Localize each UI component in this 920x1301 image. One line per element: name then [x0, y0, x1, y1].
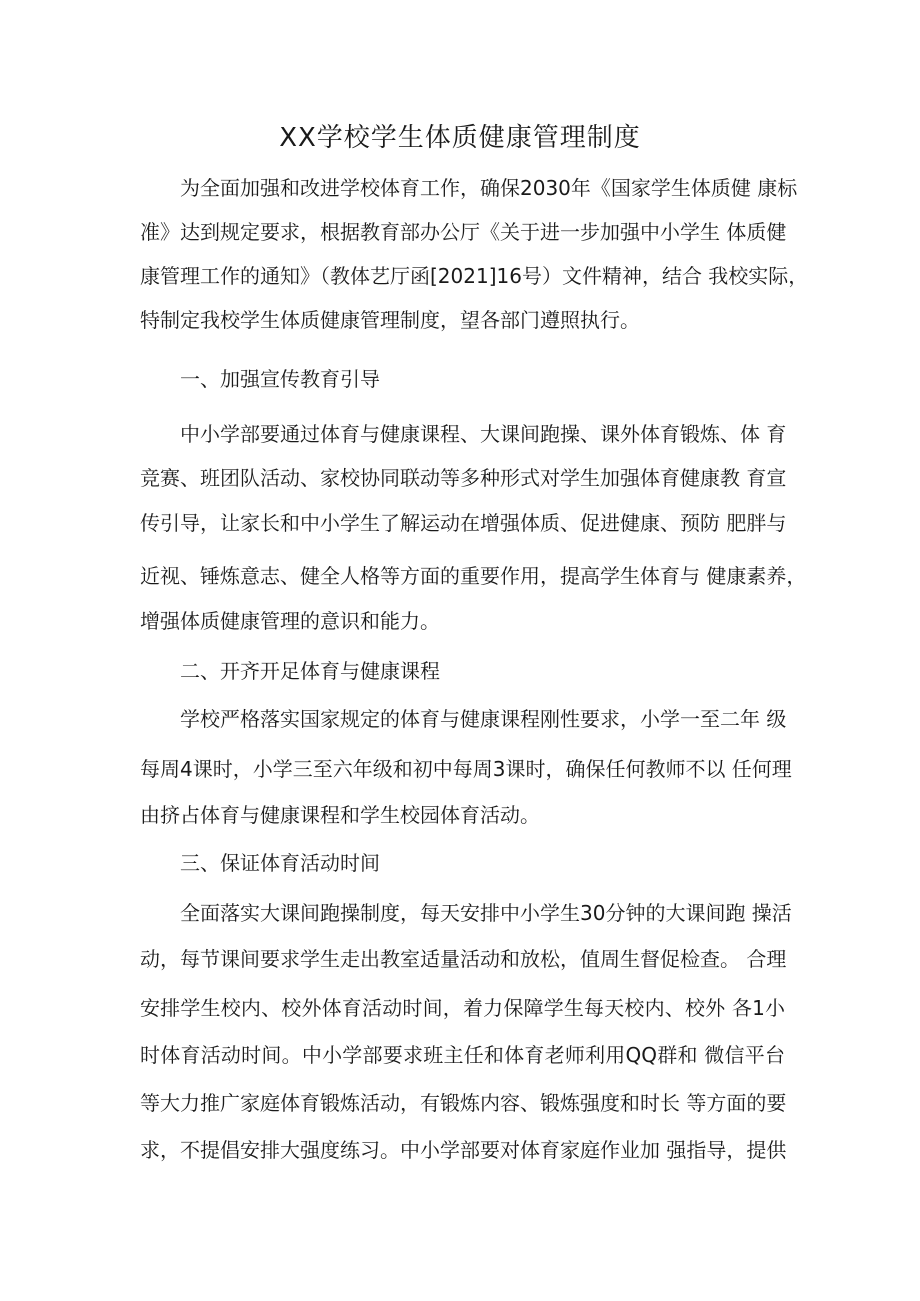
section-3-line-2: 动，每节课间要求学生走出教室适量活动和放松，值周生督促检查。 合理 — [140, 947, 787, 971]
paragraph-intro-line-1: 为全面加强和改进学校体育工作，确保2030年《国家学生体质健 康标 — [180, 176, 798, 200]
section-2-line-3: 由挤占体育与健康课程和学生校园体育活动。 — [140, 803, 540, 827]
document-title: XX学校学生体质健康管理制度 — [279, 123, 641, 153]
section-2-line-1: 学校严格落实国家规定的体育与健康课程刚性要求，小学一至二年 级 — [180, 707, 787, 731]
section-3-line-6: 求，不提倡安排大强度练习。中小学部要对体育家庭作业加 强指导，提供 — [140, 1138, 787, 1162]
section-3-line-3: 安排学生校内、校外体育活动时间，着力保障学生每天校内、校外 各1小 — [140, 996, 785, 1020]
section-heading-2: 二、开齐开足体育与健康课程 — [180, 659, 440, 683]
section-3-line-5: 等大力推广家庭体育锻炼活动，有锻炼内容、锻炼强度和时长 等方面的要 — [140, 1091, 787, 1115]
paragraph-intro-line-4: 特制定我校学生体质健康管理制度，望各部门遵照执行。 — [140, 308, 640, 332]
section-1-line-2: 竞赛、班团队活动、家校协同联动等多种形式对学生加强体育健康教 育宣 — [140, 466, 787, 490]
section-2-line-2: 每周4课时，小学三至六年级和初中每周3课时，确保任何教师不以 任何理 — [140, 757, 792, 781]
section-1-line-3: 传引导，让家长和中小学生了解运动在增强体质、促进健康、预防 肥胖与 — [140, 511, 787, 535]
paragraph-intro-line-2: 准》达到规定要求，根据教育部办公厅《关于进一步加强中小学生 体质健 — [140, 220, 787, 244]
section-heading-3: 三、保证体育活动时间 — [180, 851, 380, 875]
section-3-line-1: 全面落实大课间跑操制度，每天安排中小学生30分钟的大课间跑 操活 — [180, 901, 792, 925]
section-1-line-1: 中小学部要通过体育与健康课程、大课间跑操、课外体育锻炼、体 育 — [180, 422, 787, 446]
section-heading-1: 一、加强宣传教育引导 — [180, 367, 380, 391]
paragraph-intro-line-3: 康管理工作的通知》（教体艺厅函[2021]16号）文件精神，结合 我校实际， — [140, 264, 809, 288]
section-1-line-4: 近视、锤炼意志、健全人格等方面的重要作用，提高学生体育与 健康素养， — [140, 564, 807, 588]
section-3-line-4: 时体育活动时间。中小学部要求班主任和体育老师利用QQ群和 微信平台 — [140, 1043, 785, 1067]
section-1-line-5: 增强体质健康管理的意识和能力。 — [140, 609, 440, 633]
